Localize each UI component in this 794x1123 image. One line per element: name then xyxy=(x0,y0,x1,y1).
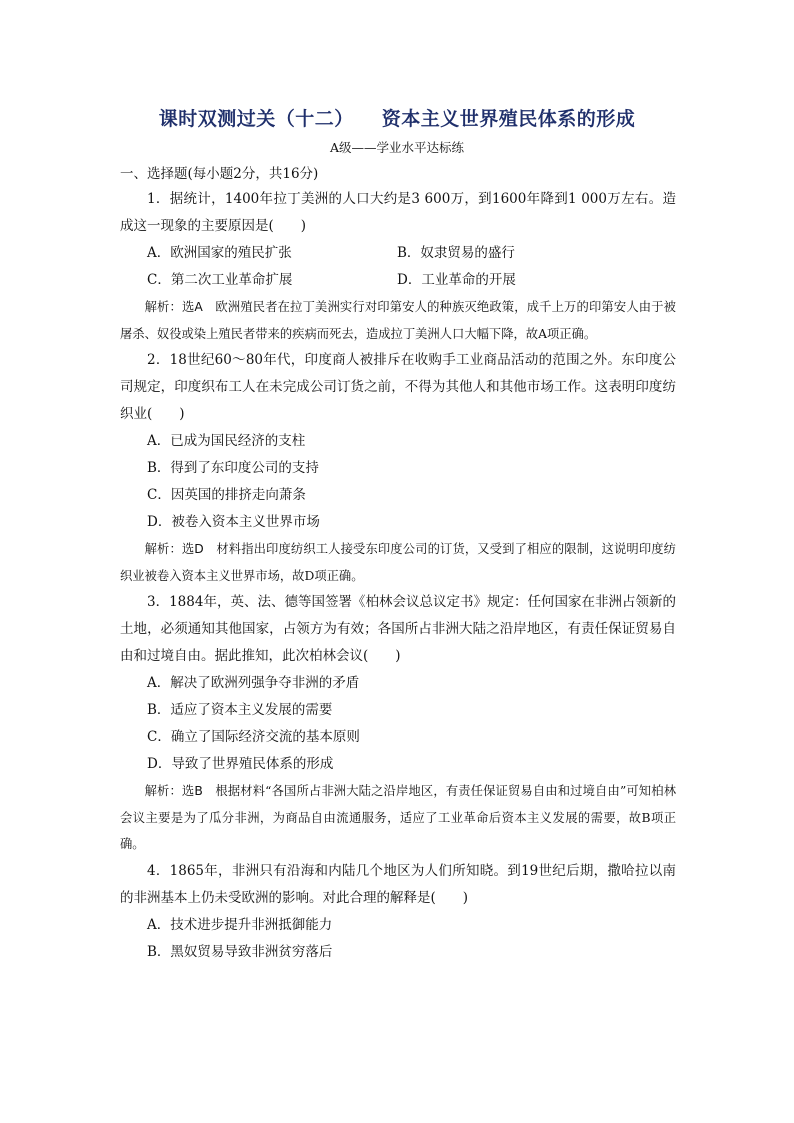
option: A．解决了欧洲列强争夺非洲的矛盾 xyxy=(147,675,360,691)
question-stem: 1．据统计，1400年拉丁美洲的人口大约是3 600万，到1600年降到1 000万左右。造成这一现象的主要原因是( ) xyxy=(120,191,676,234)
title-series: 课时双测过关（十二） xyxy=(158,108,354,130)
option: D．导致了世界殖民体系的形成 xyxy=(147,756,334,772)
option: B．黑奴贸易导致非洲贫穷落后 xyxy=(147,943,333,960)
option-row xyxy=(120,240,676,267)
option: A．已成为国民经济的支柱 xyxy=(147,433,306,449)
analysis-text: 材料指出印度纺织工人接受东印度公司的订货，又受到了相应的限制，这说明印度纺织业被卷入资本主义世界市场，故D项正确。 xyxy=(120,542,676,583)
analysis-text: 根据材料“各国所占非洲大陆之沿岸地区，有责任保证贸易自由和过境自由”可知柏林会议主要是为了瓜分非洲，为商品自由流通服务，适应了工业革命后资本主义发展的需要，故B项正确。 xyxy=(120,784,676,851)
analysis-lead: 解析：选B xyxy=(144,784,203,798)
section-heading: 一、选择题(每小题2分，共16分) xyxy=(120,166,319,182)
option: B．奴隶贸易的盛行 xyxy=(397,245,515,261)
option: A．技术进步提升非洲抵御能力 xyxy=(147,916,333,933)
option-row xyxy=(120,267,676,294)
analysis xyxy=(120,294,676,347)
question-list xyxy=(120,186,676,966)
option: C．确立了国际经济交流的基本原则 xyxy=(147,729,360,745)
option: D．被卷入资本主义世界市场 xyxy=(147,514,320,530)
option: A．欧洲国家的殖民扩张 xyxy=(147,245,292,261)
question-stem: 3．1884年，英、法、德等国签署《柏林会议总议定书》规定：任何国家在非洲占领新的土地，必须通知其他国家，占领方为有效；各国所占非洲大陆之沿岸地区，有责任保证贸易自由和过境自由。据此推知，此次柏林会议( ) xyxy=(120,594,676,664)
analysis-text: 欧洲殖民者在拉丁美洲实行对印第安人的种族灭绝政策，成千上万的印第安人由于被屠杀、奴役或染上殖民者带来的疾病而死去，造成拉丁美洲人口大幅下降，故A项正确。 xyxy=(120,300,676,341)
title-topic: 资本主义世界殖民体系的形成 xyxy=(381,108,636,130)
option: D．工业革命的开展 xyxy=(397,272,516,288)
page-title xyxy=(0,104,794,131)
analysis-lead: 解析：选A xyxy=(144,300,203,314)
analysis-lead: 解析：选D xyxy=(144,542,204,556)
option: B．得到了东印度公司的支持 xyxy=(147,460,319,476)
question-stem: 4．1865年，非洲只有沿海和内陆几个地区为人们所知晓。到19世纪后期，撒哈拉以南的非洲基本上仍未受欧洲的影响。对此合理的解释是( ) xyxy=(120,862,676,906)
option: C．因英国的排挤走向萧条 xyxy=(147,487,306,503)
option: C．第二次工业革命扩展 xyxy=(147,272,293,288)
level-subtitle: A级——学业水平达标练 xyxy=(329,140,465,155)
option: B．适应了资本主义发展的需要 xyxy=(147,702,333,718)
analysis xyxy=(120,536,676,589)
question-stem: 2．18世纪60～80年代，印度商人被排斥在收购手工业商品活动的范围之外。东印度公司规定，印度织布工人在未完成公司订货之前，不得为其他人和其他市场工作。这表明印度纺织业( ) xyxy=(120,352,676,422)
analysis xyxy=(120,778,676,858)
